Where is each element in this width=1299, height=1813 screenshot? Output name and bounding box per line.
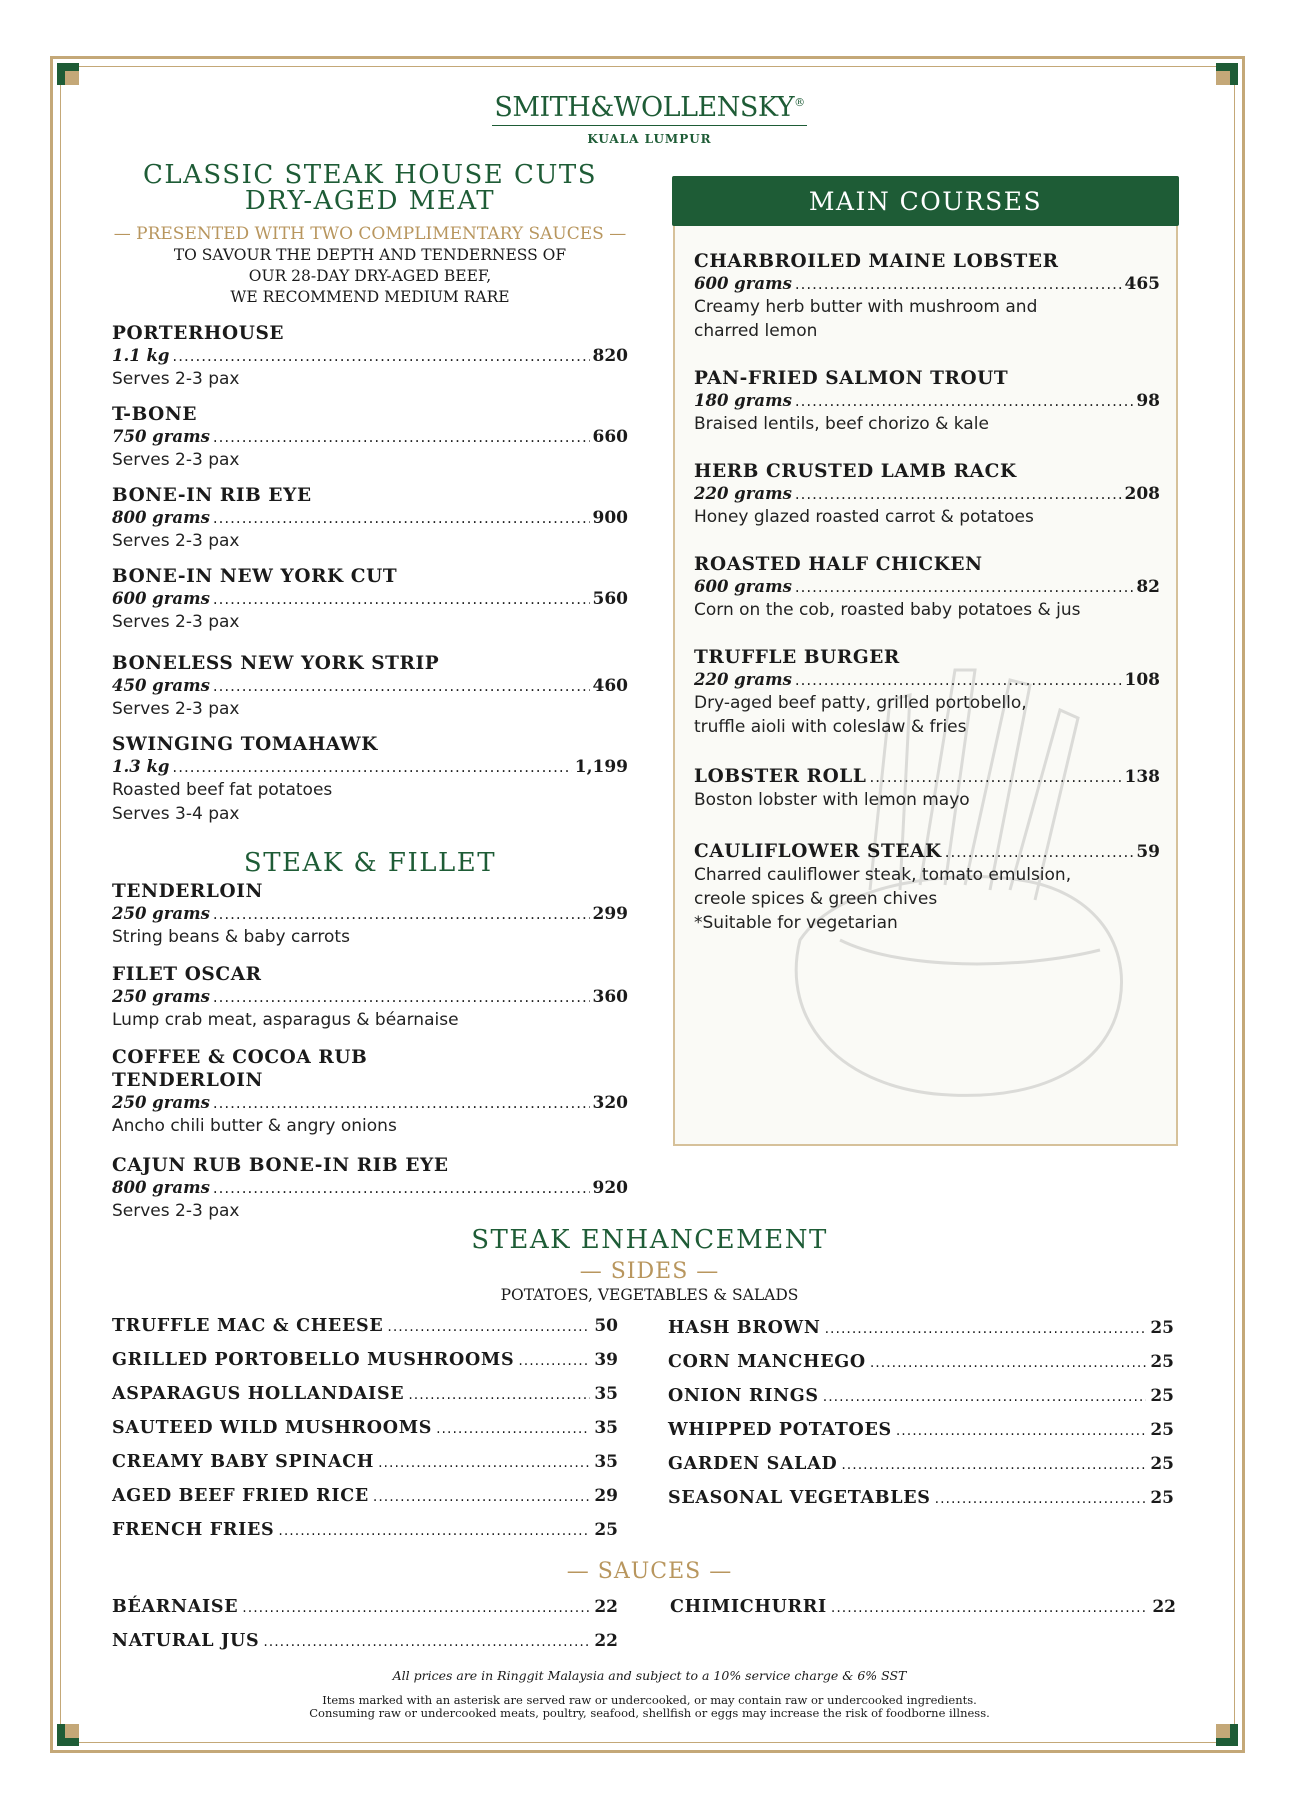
item-price: 1,199 [574,757,628,777]
dot-leader [825,1321,1147,1337]
footer-warning [0,1694,1299,1720]
sides-left [112,1316,618,1554]
item-description: *Suitable for vegetarian [694,913,898,933]
corner-ornament [1216,1724,1238,1746]
item-name: SWINGING TOMAHAWK [112,734,378,755]
dot-leader [263,1634,590,1650]
item-description: truffle aioli with coleslaw & fries [694,717,967,737]
item-weight: 800 grams [112,1178,210,1197]
side-price: 22 [594,1631,618,1651]
item-price-line [112,345,628,367]
menu-item [112,484,628,553]
item-name: COFFEE & COCOA RUB [112,1047,368,1068]
item-weight: 250 grams [112,987,210,1006]
item-description: Dry-aged beef patty, grilled portobello, [694,693,1027,713]
item-name: BONE-IN RIB EYE [112,485,312,506]
corner-ornament [57,1724,79,1746]
item-description: Creamy herb butter with mushroom and [694,297,1038,317]
menu-item [694,460,1160,529]
corner-ornament [1216,63,1238,85]
item-name: TRUFFLE BURGER [694,647,900,668]
classic-note [112,245,628,308]
side-name: SAUTEED WILD MUSHROOMS [112,1418,433,1438]
dot-leader [408,1387,590,1403]
dot-leader [213,903,590,925]
menu-item [112,963,628,1032]
menu-item [112,652,628,721]
item-name: TENDERLOIN [112,881,263,902]
item-description: Roasted beef fat potatoes [112,780,333,800]
item-price: 208 [1124,484,1160,504]
dot-leader [278,1523,590,1539]
dot-leader [945,841,1134,863]
dot-leader [795,273,1122,295]
item-description: Serves 2-3 pax [112,699,240,719]
side-name: GRILLED PORTOBELLO MUSHROOMS [112,1350,515,1370]
side-price: 35 [594,1384,618,1404]
enhancement-header [0,1227,1299,1306]
item-description: Braised lentils, beef chorizo & kale [694,414,989,434]
dot-leader [213,1177,590,1199]
dot-leader [387,1319,590,1335]
item-price: 320 [592,1093,628,1113]
dot-leader [213,507,590,529]
dot-leader [935,1491,1147,1507]
menu-item [112,1154,628,1223]
item-price: 465 [1124,274,1160,294]
item-price: 98 [1136,391,1160,411]
side-name: GARDEN SALAD [668,1454,838,1474]
item-price-line [112,507,628,529]
classic-subtitle-text: PRESENTED WITH TWO COMPLIMENTARY SAUCES [136,224,604,244]
sides-right [668,1318,1174,1522]
side-name: CORN MANCHEGO [668,1352,866,1372]
item-price: 660 [592,427,628,447]
fillet-title: STEAK & FILLET [243,848,497,878]
item-name: LOBSTER ROLL [694,766,867,787]
menu-item [694,840,1160,935]
side-item [668,1318,1174,1352]
sauces-title-text: SAUCES [597,1559,702,1584]
item-name: CHARBROILED MAINE LOBSTER [694,251,1059,272]
sauces-header [0,1559,1299,1584]
item-weight: 1.3 kg [112,757,170,776]
side-name: TRUFFLE MAC & CHEESE [112,1316,384,1336]
menu-item [694,367,1160,436]
enhancement-title: STEAK ENHANCEMENT [471,1225,828,1255]
menu-item [112,1046,628,1138]
item-description: Honey glazed roasted carrot & potatoes [694,507,1034,527]
item-price-line [694,483,1160,505]
side-price: 25 [1150,1386,1174,1406]
item-price-line [112,426,628,448]
sauces-left [112,1597,618,1665]
side-name: SEASONAL VEGETABLES [668,1488,931,1508]
menu-item [694,553,1160,622]
menu-item [694,765,1160,812]
dot-leader [213,986,590,1008]
side-item [668,1352,1174,1386]
note-line: WE RECOMMEND MEDIUM RARE [230,288,510,306]
side-name: ONION RINGS [668,1386,819,1406]
side-price: 35 [594,1418,618,1438]
side-price: 25 [1150,1352,1174,1372]
side-price: 25 [594,1520,618,1540]
note-line: TO SAVOUR THE DEPTH AND TENDERNESS OF [173,246,567,264]
dot-leader [213,1092,590,1114]
side-name: NATURAL JUS [112,1631,260,1651]
item-weight: 600 grams [694,577,792,596]
dot-leader [870,766,1122,788]
dot-leader [213,426,590,448]
footer-warning-line: Consuming raw or undercooked meats, poultry, seafood, shellfish or eggs may increase the risk of foodborne illness. [309,1706,990,1720]
item-price-line [112,1092,628,1114]
item-description: Serves 2-3 pax [112,450,240,470]
item-weight: 250 grams [112,1093,210,1112]
side-price: 35 [594,1452,618,1472]
item-name: PORTERHOUSE [112,323,285,344]
item-price-line [112,756,628,778]
sides-title: — SIDES — [579,1259,720,1284]
sides-subtitle: POTATOES, VEGETABLES & SALADS [500,1286,799,1304]
side-item [668,1420,1174,1454]
item-description: Corn on the cob, roasted baby potatoes & jus [694,600,1081,620]
item-description: Boston lobster with lemon mayo [694,790,970,810]
main-courses-list [694,250,1160,935]
dot-leader [795,576,1133,598]
side-item [668,1488,1174,1522]
item-price: 299 [592,904,628,924]
item-name: BONE-IN NEW YORK CUT [112,566,398,587]
side-price: 22 [1152,1597,1176,1617]
side-name: HASH BROWN [668,1318,821,1338]
item-price-line [694,273,1160,295]
item-weight: 220 grams [694,484,792,503]
fillet-items [112,880,628,1223]
classic-title: CLASSIC STEAK HOUSE CUTS [142,160,598,190]
side-name: CREAMY BABY SPINACH [112,1452,375,1472]
item-name: FILET OSCAR [112,964,262,985]
item-description: Ancho chili butter & angry onions [112,1116,397,1136]
item-price: 820 [592,346,628,366]
item-price: 59 [1136,842,1160,862]
menu-item [112,403,628,472]
dot-leader [795,390,1133,412]
sides-title-text: SIDES [610,1259,689,1284]
side-item [112,1486,618,1520]
dot-leader [213,675,590,697]
side-item [112,1631,618,1665]
footer-prices: All prices are in Ringgit Malaysia and subject to a 10% service charge & 6% SST [392,1668,907,1683]
item-description: charred lemon [694,321,818,341]
dot-leader [841,1457,1146,1473]
item-price-line [112,588,628,610]
item-weight: 180 grams [694,391,792,410]
classic-title-2: DRY-AGED MEAT [244,186,496,216]
item-price: 138 [1124,767,1160,787]
dot-leader [831,1600,1148,1616]
item-description: Serves 2-3 pax [112,1201,240,1221]
corner-ornament [57,63,79,85]
side-item [112,1350,618,1384]
item-price: 360 [592,987,628,1007]
sauces-right [670,1597,1176,1631]
side-item [112,1597,618,1631]
item-weight: 600 grams [694,274,792,293]
dot-leader [213,588,590,610]
item-name-cont: TENDERLOIN [112,1070,263,1091]
item-weight: 600 grams [112,589,210,608]
note-line: OUR 28-DAY DRY-AGED BEEF, [248,267,492,285]
item-price: 560 [592,589,628,609]
item-price: 460 [592,676,628,696]
side-name: AGED BEEF FRIED RICE [112,1486,369,1506]
brand-logo [0,92,1299,146]
item-description: Serves 2-3 pax [112,612,240,632]
item-price-line [112,903,628,925]
menu-item [112,322,628,391]
dot-leader [896,1423,1146,1439]
side-price: 29 [594,1486,618,1506]
side-item [112,1520,618,1554]
dot-leader [795,483,1122,505]
item-weight: 220 grams [694,670,792,689]
side-item [112,1384,618,1418]
side-name: WHIPPED POTATOES [668,1420,892,1440]
side-name: FRENCH FRIES [112,1520,275,1540]
item-weight: 450 grams [112,676,210,695]
side-item [668,1386,1174,1420]
menu-item [112,565,628,634]
side-item [670,1597,1176,1631]
side-price: 25 [1150,1454,1174,1474]
menu-item [694,646,1160,739]
side-price: 25 [1150,1488,1174,1508]
item-description: Lump crab meat, asparagus & béarnaise [112,1010,459,1030]
dot-leader [870,1355,1146,1371]
item-price-line [112,675,628,697]
side-price: 22 [594,1597,618,1617]
dot-leader [436,1421,590,1437]
side-name: ASPARAGUS HOLLANDAISE [112,1384,405,1404]
item-name: CAULIFLOWER STEAK [694,841,942,862]
item-name: BONELESS NEW YORK STRIP [112,653,440,674]
side-price: 39 [594,1350,618,1370]
item-name: T-BONE [112,404,198,425]
item-price: 920 [592,1178,628,1198]
side-item [668,1454,1174,1488]
dot-leader [823,1389,1147,1405]
menu-item [112,880,628,949]
menu-item [694,250,1160,343]
side-price: 25 [1150,1420,1174,1440]
item-price-line [694,765,1160,788]
item-name: HERB CRUSTED LAMB RACK [694,461,1017,482]
item-description: Serves 3-4 pax [112,804,240,824]
left-column [112,162,628,1223]
item-price-line [112,1177,628,1199]
classic-subtitle: — PRESENTED WITH TWO COMPLIMENTARY SAUCES — [113,224,627,244]
item-description: String beans & baby carrots [112,927,350,947]
item-price-line [694,390,1160,412]
item-name: PAN-FRIED SALMON TROUT [694,368,1009,389]
sauces-title: — SAUCES — [566,1559,733,1584]
side-item [112,1418,618,1452]
dot-leader [172,345,589,367]
item-price: 900 [592,508,628,528]
item-price-line [694,840,1160,863]
item-description: Charred cauliflower steak, tomato emulsion, [694,865,1072,885]
side-price: 25 [1150,1318,1174,1338]
brand-name: SMITH&WOLLENSKY [494,92,795,123]
item-weight: 800 grams [112,508,210,527]
item-price: 108 [1124,670,1160,690]
dot-leader [795,669,1122,691]
side-item [112,1316,618,1350]
side-name: CHIMICHURRI [670,1597,827,1617]
item-price-line [694,669,1160,691]
item-weight: 1.1 kg [112,346,170,365]
brand-mark: ® [794,96,805,109]
dot-leader [518,1353,590,1369]
dot-leader [373,1489,590,1505]
main-courses-banner: MAIN COURSES [672,176,1179,226]
item-price-line [694,576,1160,598]
menu-item [112,733,628,826]
dot-leader [378,1455,590,1471]
side-name: BÉARNAISE [112,1597,239,1617]
item-description: Serves 2-3 pax [112,369,240,389]
item-name: ROASTED HALF CHICKEN [694,554,983,575]
dot-leader [242,1600,590,1616]
side-item [112,1452,618,1486]
item-description: creole spices & green chives [694,889,938,909]
item-price: 82 [1136,577,1160,597]
item-description: Serves 2-3 pax [112,531,240,551]
footer-warning-line: Items marked with an asterisk are served raw or undercooked, or may contain raw or undercooked ingredients. [322,1693,977,1707]
item-price-line [112,986,628,1008]
dot-leader [172,756,571,778]
item-weight: 250 grams [112,904,210,923]
item-name: CAJUN RUB BONE-IN RIB EYE [112,1155,449,1176]
brand-location: KUALA LUMPUR [587,132,712,146]
item-weight: 750 grams [112,427,210,446]
side-price: 50 [594,1316,618,1336]
classic-items [112,322,628,826]
